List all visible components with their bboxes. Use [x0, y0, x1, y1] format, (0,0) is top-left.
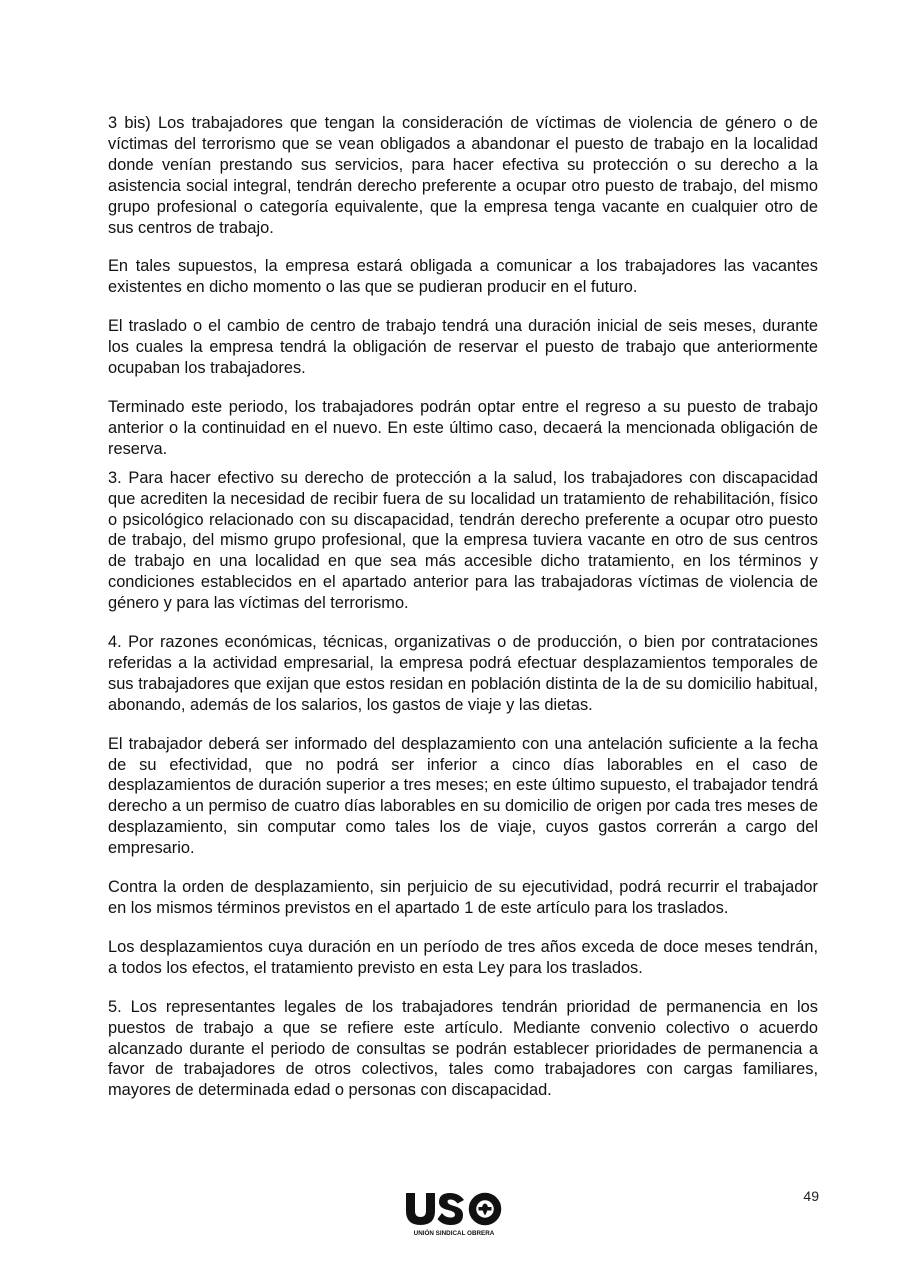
paragraph-long-displacements: Los desplazamientos cuya duración en un período de tres años exceda de doce meses tendrán, a todos los efectos, el tratamiento previsto en esta Ley para los traslados. — [108, 937, 818, 977]
paragraph-section-3: 3. Para hacer efectivo su derecho de protección a la salud, los trabajadores con discapacidad que acrediten la necesidad de recibir fuera de su localidad un tratamiento de rehabilitación, físico o psicológico relacionado con su discapacidad, tendrán derecho preferente a ocupar otro puesto de trabajo, del mismo grupo profesional, que la empresa tuviera vacante en otro de sus centros de trabajo en una localidad en que sea más accesible dicho tratamiento, en los términos y condiciones establecidos en el apartado anterior para las trabajadoras víctimas de violencia de género y para las víctimas del terrorismo. — [108, 468, 818, 613]
paragraph-section-5: 5. Los representantes legales de los trabajadores tendrán prioridad de permanencia en los puestos de trabajo a que se refiere este artículo. Mediante convenio colectivo o acuerdo alcanzado durante el periodo de consultas se podrán establecer prioridades de permanencia a favor de trabajadores de otros colectivos, tales como trabajadores con cargas familiares, mayores de determinada edad o personas con discapacidad. — [108, 997, 818, 1100]
paragraph-transfer-duration: El traslado o el cambio de centro de trabajo tendrá una duración inicial de seis meses, durante los cuales la empresa tendrá la obligación de reservar el puesto de trabajo que anteriormente ocupaban los trabajadores. — [108, 317, 818, 378]
paragraph-appeal: Contra la orden de desplazamiento, sin perjuicio de su ejecutividad, podrá recurrir el trabajador en los mismos términos previstos en el apartado 1 de este artículo para los traslados. — [108, 878, 818, 917]
page-number: 49 — [803, 1188, 819, 1204]
uso-logo-icon — [404, 1189, 504, 1239]
logo-subtitle: UNIÓN SINDICAL OBRERA — [413, 1230, 495, 1237]
paragraph-vacancies: En tales supuestos, la empresa estará obligada a comunicar a los trabajadores las vacantes existentes en dicho momento o las que se pudieran producir en el futuro. — [108, 257, 818, 297]
paragraph-section-4: 4. Por razones económicas, técnicas, organizativas o de producción, o bien por contrataciones referidas a la actividad empresarial, la empresa podrá efectuar desplazamientos temporales de sus trabajadores que exijan que estos residan en población distinta de la de su domicilio habitual, abonando, además de los salarios, los gastos de viaje y las dietas. — [108, 633, 818, 714]
paragraph-end-of-period: Terminado este periodo, los trabajadores podrán optar entre el regreso a su puesto de trabajo anterior o la continuidad en el nuevo. En este último caso, decaerá la mencionada obligación de reserva. — [108, 397, 818, 458]
paragraph-3bis: 3 bis) Los trabajadores que tengan la consideración de víctimas de violencia de género o de víctimas del terrorismo que se vean obligados a abandonar el puesto de trabajo en la localidad donde venían prestando sus servicios, para hacer efectiva su protección o su derecho a la asistencia social integral, tendrán derecho preferente a ocupar otro puesto de trabajo, del mismo grupo profesional o categoría equivalente, que la empresa tenga vacante en cualquier otro de sus centros de trabajo. — [108, 114, 818, 237]
paragraph-notice-period: El trabajador deberá ser informado del desplazamiento con una antelación suficiente a la fecha de su efectividad, que no podrá ser inferior a cinco días laborables en el caso de desplazamientos de duración superior a tres meses; en este último supuesto, el trabajador tendrá derecho a un permiso de cuatro días laborables en su domicilio de origen por cada tres meses de desplazamiento, sin computar como tales los de viaje, cuyos gastos correrán a cargo del empresario. — [108, 734, 818, 858]
document-body — [108, 113, 818, 1119]
